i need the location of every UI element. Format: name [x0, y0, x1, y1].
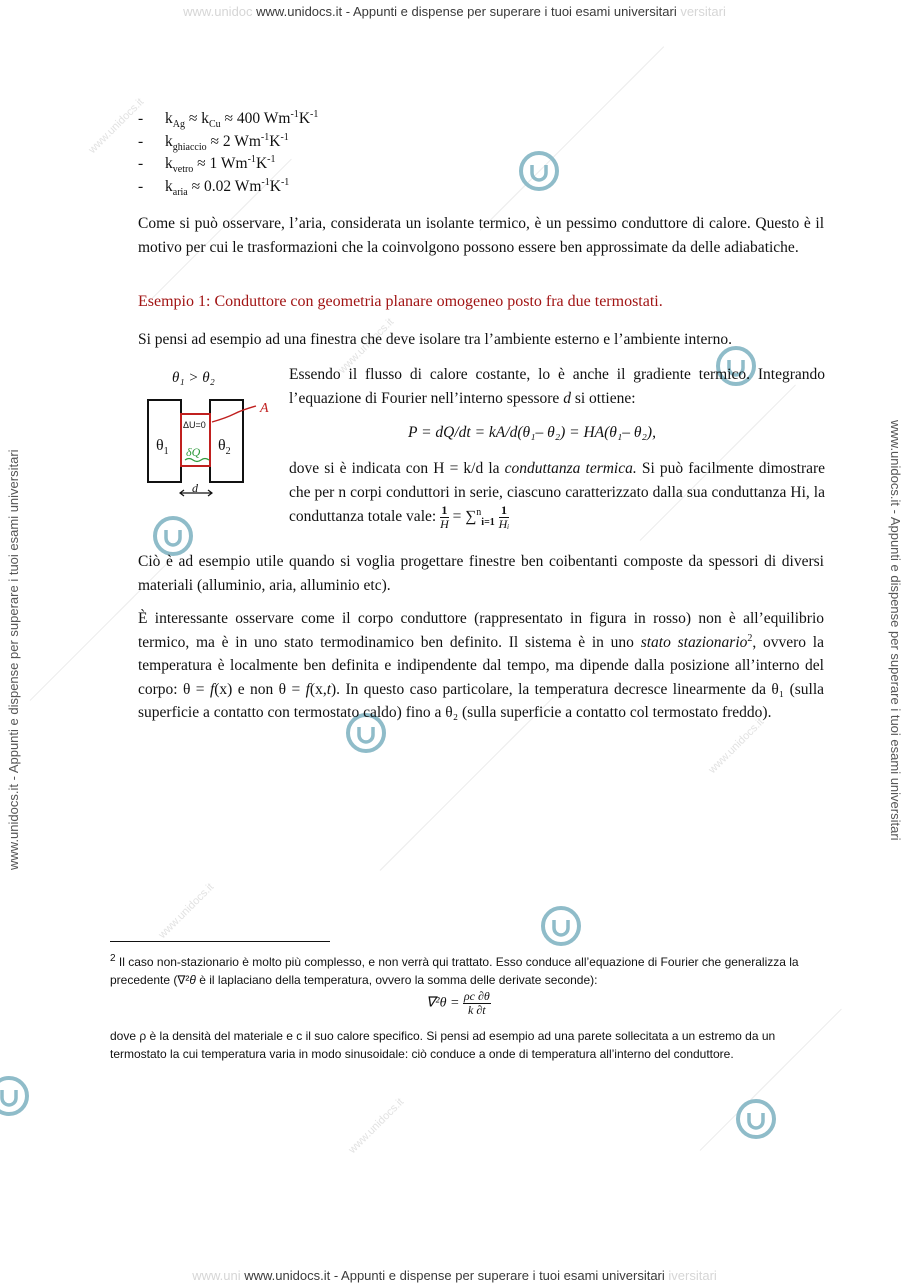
- unidocs-logo-icon: [518, 150, 560, 192]
- list-item: - $k_{Ag} \approx k_{Cu} \approx 400$ $Wm^{-1}K^{-1}$: [138, 108, 318, 131]
- watermark-bottom: [0, 1268, 909, 1283]
- conductor-figure: [140, 366, 275, 506]
- footnote-rule: [110, 941, 330, 942]
- watermark-right: www.unidocs.it - Appunti e dispense per superare i tuoi esami universitari: [888, 420, 903, 841]
- unidocs-logo-icon: [540, 905, 582, 947]
- footnote-text-continued: dove ρ è la densità del materiale e c il suo calore specifico. Si pensi ad esempio ad una parete sollecitata a un estremo da un termostato la cui temperatura varia in modo sinusoidale: ciò conduce a onde di temperatura all’interno del conduttore.: [110, 1029, 776, 1061]
- paragraph-steady-state: È interessante osservare come il corpo conduttore (rappresentato in figura in rosso) non è all’equilibrio termico, ma è in uno stato termodinamico ben definito. Il sistema è in uno stato stazionario$^2$, ovvero la temperatura è localmente ben definita e indipendente dal tempo, ma dipende dalla posizione all’interno del corpo: θ = f(x) e non θ = f(x,t). In questo caso particolare, la temperatura decresce linearmente da θ₁ (sulla superficie a contatto con termostato caldo) fino a θ₂ (sulla superficie a contatto col termostato freddo).: [138, 610, 825, 721]
- watermark-faint: www.unidocs.it: [86, 96, 147, 156]
- watermark-top-text: www.unidocs.it - Appunti e dispense per superare i tuoi esami universitari: [256, 4, 677, 19]
- fourier-formula: P = dQ/dt = kA/d(θ₁– θ₂) = HA(θ₁– θ₂),: [408, 424, 656, 441]
- watermark-line: [480, 46, 665, 231]
- watermark-top-ghost-left: www.unidoc: [183, 4, 253, 19]
- figure-delta-u: ΔU=0: [183, 420, 206, 430]
- paragraph-air: Come si può osservare, l’aria, considerata un isolante termico, è un pessimo conduttore di calore. Questo è il motivo per cui le trasformazioni che la coinvolgono possono essere ben approssimate da delle adiabatiche.: [138, 215, 824, 256]
- unidocs-logo-icon: [0, 1075, 30, 1117]
- figure-delta-q: δQ: [186, 445, 201, 459]
- list-item: - $k_{vetro} \approx 1$ $Wm^{-1}K^{-1}$: [138, 153, 318, 176]
- watermark-bottom-text: www.unidocs.it - Appunti e dispense per superare i tuoi esami universitari: [244, 1268, 665, 1283]
- list-item: - $k_{aria} \approx 0.02$ $Wm^{-1}K^{-1}$: [138, 176, 318, 199]
- paragraph-conductance: dove si è indicata con H = k/d la conduttanza termica. Si può facilmente dimostrare che per n corpi conduttori in serie, ciascuno caratterizzato dalla sua conduttanza Hi, la conduttanza totale vale: $\frac{1}{H}$ = ∑$^n_{i=1}$ $\frac{1}{\text{Hᵢ}}$: [289, 460, 826, 531]
- sum-rhs-fraction: $\frac{1}{\text{Hᵢ}}$: [498, 503, 510, 531]
- paragraph-window: Si pensi ad esempio ad una finestra che deve isolare tra l’ambiente esterno e l’ambiente interno.: [138, 331, 732, 348]
- list-item: - $k_{ghiaccio} \approx 2$ $Wm^{-1}K^{-1}$: [138, 131, 318, 154]
- footnote-formula: ∇²θ = $\frac{\rho c \partial\theta}{k \partial t}$: [426, 989, 490, 1017]
- watermark-top-ghost-right: versitari: [680, 4, 726, 19]
- figure-area-pointer: [212, 406, 256, 422]
- figure-area-label: A: [260, 401, 269, 416]
- conductivity-list: [138, 108, 318, 198]
- footnote-text: $^2$ Il caso non-stazionario è molto più complesso, e non verrà qui trattato. Esso conduce all’equazione di Fourier che generalizza la precedente (∇²θ è il laplaciano della temperatura, ovvero la somma delle derivate seconde):: [110, 953, 799, 987]
- paragraph-useful: Ciò è ad esempio utile quando si voglia progettare finestre ben coibentanti composte da spessori di diversi materiali (alluminio, aria, alluminio etc).: [138, 553, 824, 594]
- watermark-top: [0, 4, 909, 19]
- sum-lhs-fraction: $\frac{1}{H}$: [440, 503, 449, 531]
- figure-theta2: $\theta_2$: [218, 437, 231, 457]
- example-heading: Esempio 1: Conduttore con geometria planare omogeneo posto fra due termostati.: [138, 293, 663, 310]
- figure-theta1: $\theta_1$: [156, 437, 169, 457]
- watermark-left: www.unidocs.it - Appunti e dispense per superare i tuoi esami universitari: [6, 449, 21, 870]
- figure-top-label: θ₁ > θ₂: [172, 370, 215, 386]
- watermark-faint: www.unidocs.it: [156, 881, 217, 941]
- watermark-bottom-ghost-left: www.uni: [192, 1268, 241, 1283]
- figure-thickness-label: d: [192, 481, 198, 495]
- watermark-faint: www.unidocs.it: [706, 716, 767, 776]
- paragraph-gradient: Essendo il flusso di calore costante, lo è anche il gradiente termico. Integrando l’equazione di Fourier nell’interno spessore d si ottiene:: [289, 366, 825, 407]
- watermark-faint: www.unidocs.it: [346, 1096, 407, 1156]
- watermark-bottom-ghost-right: iversitari: [668, 1268, 717, 1283]
- watermark-faint: www.unidocs.it: [336, 316, 397, 376]
- thermostat-hot: [148, 400, 181, 482]
- unidocs-logo-icon: [735, 1098, 777, 1140]
